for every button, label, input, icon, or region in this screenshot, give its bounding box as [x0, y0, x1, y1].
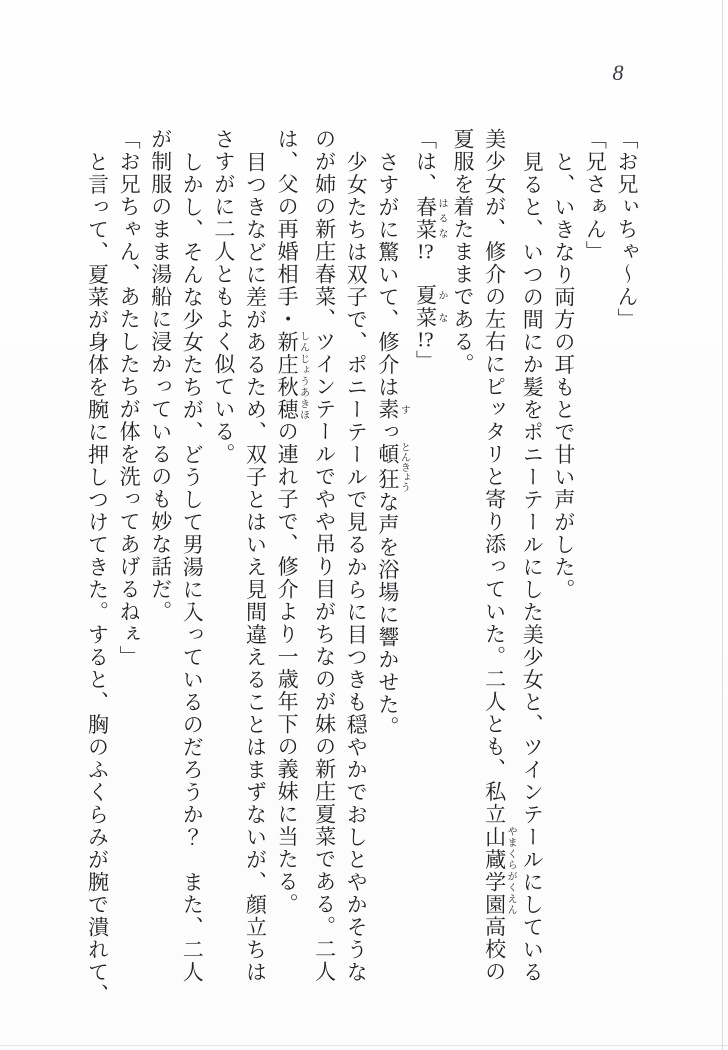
text-line: 「は、春菜はるな!? 夏菜かな!?」	[413, 128, 447, 373]
furigana-term: 山蔵学園やまくらがくえん	[482, 825, 517, 916]
text-line: さすがに二人ともよく似ている。	[211, 128, 236, 466]
tatechuyoko: !?	[417, 329, 434, 350]
page-scan-edge-bottom	[0, 1045, 728, 1046]
text-line: 少女たちは双子で、ポニーテールで見るからに目つきも穏やかでおしとやかそうな	[344, 150, 369, 983]
furigana-term: 頓狂とんきょう	[375, 441, 410, 492]
text-line: は、父の再婚相手・新庄秋穂しんじょうあきほの連れ子で、修介より一歳年下の義妹に当たる。	[275, 128, 309, 916]
furigana-term: 素す	[375, 398, 410, 421]
text-line: 「お兄ちゃん、あたしたちが体を洗ってあげるねぇ」	[117, 128, 142, 668]
text-line: 見ると、いつの間にか髪をポニーテールにした美少女と、ツインテールにしている	[520, 150, 545, 983]
text-line: 夏服を着たままである。	[451, 128, 476, 376]
text-line: しかし、そんな少女たちが、どうして男湯に入っているのだろうか？ また、二人	[180, 150, 205, 983]
tatechuyoko: !?	[417, 240, 434, 262]
furigana-term: 新庄秋穂しんじょうあきほ	[275, 330, 309, 421]
text-line: と、いきなり両方の耳もとで甘い声がした。	[551, 150, 576, 601]
page-scan-edge-right	[722, 0, 723, 1050]
page-number: 8	[612, 60, 624, 85]
text-line: のが姉の新庄春菜、ツインテールでやや吊り目がちなのが妹の新庄夏菜である。二人	[312, 128, 337, 983]
text-line: 「兄さぁん」	[583, 128, 608, 263]
text-line: 目つきなどに差があるため、双子とはいえ見間違えることはまずないが、顔立ちは	[243, 150, 268, 983]
text-line: と言って、夏菜が身体を腕に押しつけてきた。すると、胸のふくらみが腕で潰れて、	[85, 150, 110, 1006]
text-block	[81, 128, 642, 1006]
text-line: さすがに驚いて、修介は素すっ頓狂とんきょうな声を浴場に響かせた。	[375, 150, 410, 738]
text-line: 「お兄ぃちゃ～ん」	[615, 128, 639, 331]
text-line: が制服のまま湯船に浸かっているのも妙な話だ。	[148, 128, 173, 623]
furigana-term: 夏菜かな	[413, 284, 447, 329]
text-line: 美少女が、修介の左右にピッタリと寄り添っていた。二人とも、私立山蔵学園やまくらがくえん高校の	[482, 128, 517, 983]
furigana-term: 春菜はるな	[413, 195, 447, 241]
